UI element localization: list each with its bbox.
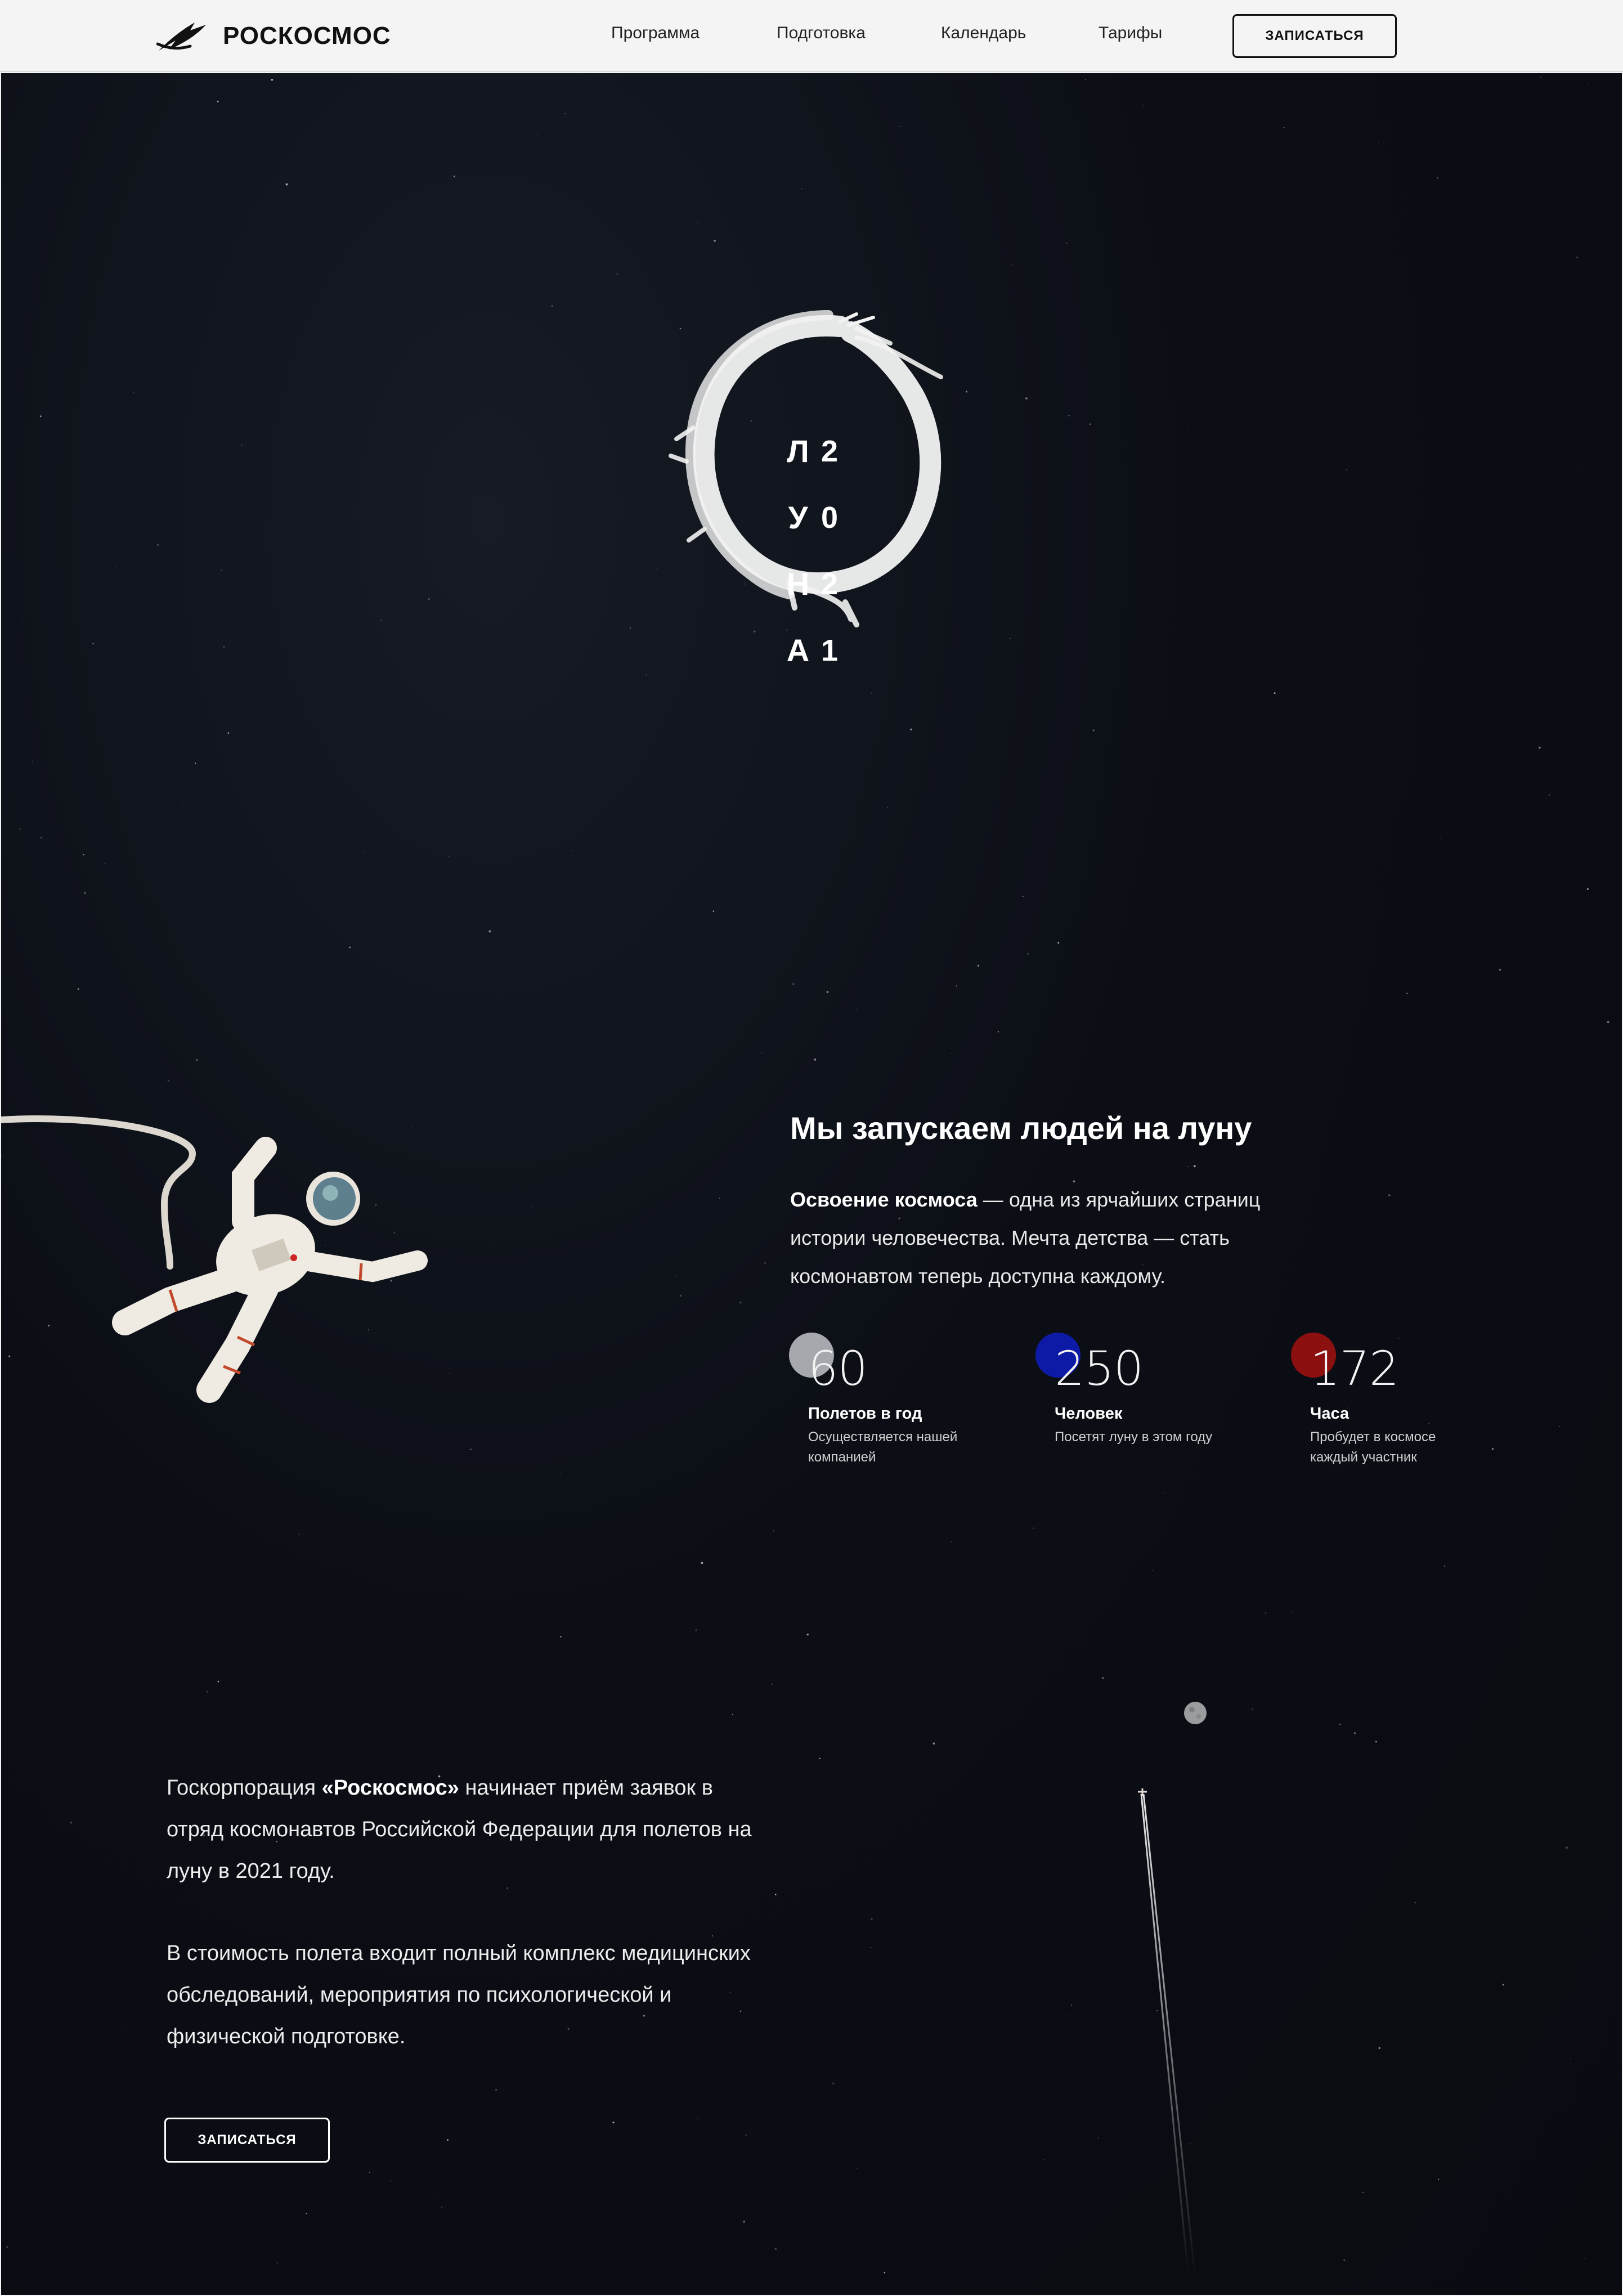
star — [1009, 638, 1010, 639]
star — [1142, 105, 1143, 106]
star — [1071, 2004, 1072, 2006]
star — [217, 101, 219, 102]
emblem-digit-0: 0 — [821, 501, 839, 535]
star — [1379, 2047, 1380, 2049]
star — [1375, 1741, 1377, 1743]
star — [92, 643, 93, 644]
star — [1057, 942, 1059, 944]
star — [1556, 1216, 1557, 1217]
intro-text — [790, 1181, 1330, 1295]
star — [1188, 1166, 1189, 1167]
logo-text: РОСКОСМОС — [223, 22, 391, 50]
star — [218, 1681, 219, 1683]
star — [488, 930, 491, 932]
star — [612, 2122, 614, 2123]
star — [956, 985, 957, 986]
star — [19, 828, 21, 830]
bottom-signup-button[interactable]: ЗАПИСАТЬСЯ — [164, 2118, 330, 2163]
star — [565, 113, 566, 114]
star — [196, 1059, 198, 1061]
star — [495, 2089, 497, 2091]
star — [83, 854, 84, 855]
star — [933, 1742, 935, 1745]
star — [801, 189, 802, 190]
star — [1437, 177, 1438, 179]
star — [560, 1636, 562, 1638]
star — [1549, 795, 1550, 796]
star — [227, 732, 229, 734]
star — [998, 1031, 999, 1032]
star — [1362, 2192, 1364, 2193]
star — [1090, 423, 1091, 425]
star — [1566, 1846, 1568, 1849]
star — [764, 1262, 766, 1264]
star — [719, 1198, 720, 1199]
star — [814, 1059, 817, 1061]
star — [1576, 257, 1578, 258]
stat-label: Часа — [1310, 1405, 1349, 1423]
luna-2021-emblem — [592, 259, 1008, 777]
header-signup-button[interactable]: ЗАПИСАТЬСЯ — [1232, 14, 1397, 58]
bottom-paragraph-1 — [167, 1767, 774, 1892]
star — [1492, 1448, 1494, 1450]
emblem-digit-2a: 2 — [821, 434, 839, 468]
emblem-letter-u: У — [788, 500, 808, 535]
star — [552, 305, 553, 307]
star — [207, 1690, 209, 1693]
stat-value: 60 — [808, 1341, 867, 1396]
emblem-digit-1: 1 — [821, 634, 839, 667]
star — [1570, 2058, 1571, 2059]
nav-program[interactable]: Программа — [611, 24, 700, 42]
star — [1559, 1426, 1561, 1427]
stat-label: Полетов в год — [808, 1405, 922, 1423]
star — [1607, 1021, 1609, 1023]
star — [78, 988, 79, 990]
intro-lead-rest: — одна из ярчайших страниц истории человечества. Мечта детства — стать космонавтом теперь доступна каждому. — [790, 1188, 1261, 1288]
star — [739, 1302, 742, 1304]
site-header — [0, 0, 1623, 72]
star — [1438, 2179, 1439, 2180]
star — [1102, 1677, 1104, 1679]
emblem-letter-n: Н — [786, 566, 810, 602]
star — [126, 2030, 127, 2031]
star — [1415, 1902, 1416, 1903]
star — [1503, 1984, 1504, 1985]
star — [241, 445, 243, 446]
star — [40, 415, 42, 417]
star — [1398, 1338, 1400, 1339]
star — [775, 1894, 777, 1895]
airplane-contrail — [1127, 1784, 1217, 2290]
star — [1163, 1493, 1164, 1494]
stat-desc: Посетят луну в этом году — [1055, 1429, 1213, 1445]
star — [221, 570, 222, 571]
star — [157, 544, 159, 546]
star — [428, 598, 430, 600]
stat-value: 250 — [1055, 1341, 1144, 1396]
bottom-p1-post: начинает приём заявок в отряд космонавтов Российской Федерации для полетов на луну в 2021 году. — [167, 1776, 752, 1883]
star — [1282, 376, 1283, 377]
star — [1450, 1336, 1451, 1337]
star — [695, 1629, 697, 1631]
star — [775, 994, 776, 995]
star — [746, 2134, 747, 2136]
star — [271, 79, 274, 81]
moon-icon — [1183, 1701, 1208, 1725]
star — [871, 1918, 873, 1920]
star — [1027, 953, 1029, 955]
emblem-letter-a: А — [786, 633, 810, 668]
star — [1291, 1611, 1292, 1612]
star — [819, 1757, 821, 1759]
star — [978, 965, 979, 966]
star — [832, 2082, 835, 2084]
star — [1587, 888, 1589, 890]
star — [470, 1449, 472, 1450]
star — [1343, 2259, 1345, 2261]
star — [1098, 2137, 1099, 2138]
stat-desc: Осуществляется нашей компанией — [808, 1429, 958, 1465]
star — [277, 2262, 278, 2263]
star — [1252, 1708, 1253, 1710]
nav-calendar[interactable]: Календарь — [941, 24, 1026, 42]
star — [761, 1052, 762, 1053]
star — [680, 1295, 682, 1297]
star — [1284, 127, 1285, 128]
star — [713, 911, 715, 912]
star — [1265, 1612, 1266, 1613]
star — [585, 630, 586, 631]
star — [714, 240, 716, 242]
star — [1378, 142, 1379, 143]
star — [133, 392, 134, 393]
star — [448, 856, 449, 857]
star — [827, 991, 828, 993]
stat-desc: Пробудет в космосе каждый участник — [1310, 1429, 1436, 1465]
star — [286, 183, 288, 186]
star — [70, 1822, 72, 1824]
star — [884, 2272, 885, 2273]
star — [1540, 77, 1541, 78]
star — [447, 2139, 449, 2141]
star — [369, 2172, 370, 2173]
star — [1093, 729, 1095, 731]
star — [1444, 1566, 1445, 1567]
bottom-paragraph-2: В стоимость полета входит полный комплекс медицинских обследований, мероприятия по психологической и физической подготовке. — [167, 1941, 751, 2048]
star — [676, 1276, 678, 1277]
star — [1066, 2015, 1068, 2016]
star — [1388, 1194, 1390, 1196]
star — [871, 1947, 872, 1948]
star — [1339, 1724, 1340, 1725]
emblem-digit-2b: 2 — [821, 567, 839, 601]
star — [1441, 838, 1442, 839]
star — [6, 2246, 8, 2248]
star — [223, 646, 225, 648]
star — [195, 763, 196, 764]
bottom-p1-pre: Госкорпорация — [167, 1776, 322, 1800]
star — [1584, 2258, 1585, 2259]
star — [887, 807, 888, 808]
star — [1194, 1165, 1196, 1167]
nav-tariffs[interactable]: Тарифы — [1099, 24, 1163, 42]
star — [401, 1749, 402, 1750]
roscosmos-logo-icon — [156, 19, 213, 53]
star — [951, 1541, 952, 1542]
star — [1066, 243, 1067, 244]
star — [105, 863, 106, 864]
star — [743, 2221, 745, 2223]
star — [701, 1562, 703, 1564]
star — [772, 1684, 773, 1685]
star — [1012, 264, 1013, 266]
star — [807, 1634, 809, 1635]
star — [441, 2207, 442, 2208]
emblem-letter-l: Л — [787, 433, 809, 469]
stat-label: Человек — [1055, 1405, 1123, 1423]
star — [433, 2198, 434, 2199]
star — [1539, 747, 1541, 749]
star — [1274, 692, 1276, 694]
star — [381, 620, 382, 621]
star — [454, 176, 455, 177]
star — [41, 837, 42, 838]
star — [1023, 896, 1024, 897]
star — [560, 1473, 561, 1474]
star — [1085, 79, 1086, 80]
astronaut-illustration — [1, 1109, 440, 1446]
bottom-p1-bold: «Роскосмос» — [321, 1776, 459, 1800]
star — [1499, 969, 1501, 971]
star — [32, 761, 33, 763]
star — [306, 2213, 307, 2214]
star — [1354, 1732, 1356, 1734]
star — [84, 893, 86, 894]
star — [299, 1533, 300, 1535]
stat-value: 172 — [1310, 1341, 1399, 1396]
star — [1025, 397, 1028, 400]
star — [1068, 415, 1070, 416]
logo[interactable] — [156, 18, 391, 54]
intro-lead-bold: Освоение космоса — [790, 1188, 978, 1211]
star — [1061, 90, 1062, 91]
star — [1406, 993, 1407, 994]
star — [391, 2181, 392, 2182]
star — [1346, 469, 1347, 470]
star — [774, 2248, 777, 2250]
star — [732, 1714, 733, 1715]
star — [478, 2291, 479, 2292]
nav-training[interactable]: Подготовка — [777, 24, 866, 42]
star — [773, 1530, 774, 1531]
star — [899, 126, 900, 127]
star — [168, 1080, 169, 1082]
intro-title: Мы запускаем людей на луну — [790, 1110, 1252, 1146]
space-section — [1, 73, 1622, 2295]
star — [793, 983, 794, 984]
star — [349, 947, 351, 948]
